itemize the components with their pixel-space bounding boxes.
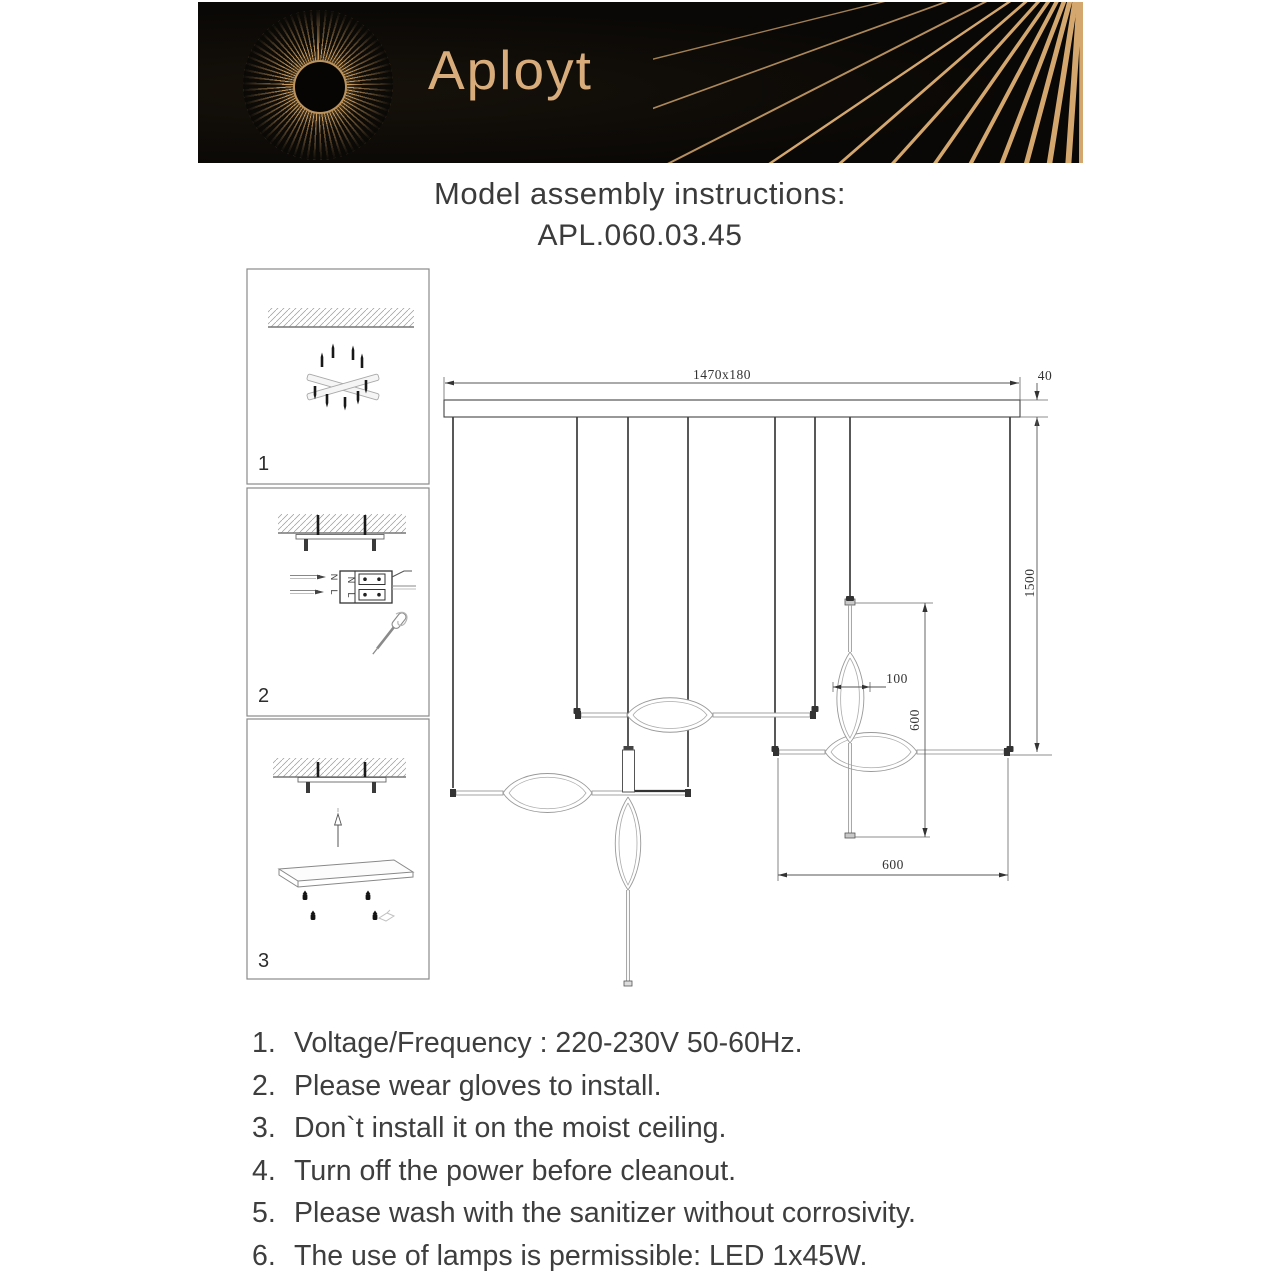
- sunburst-logo-icon: [243, 10, 393, 160]
- terminal-n-label: N: [346, 576, 356, 584]
- instruction-row: [252, 1107, 1052, 1150]
- terminal-block: [340, 571, 416, 603]
- suspension-wires: [453, 417, 1010, 788]
- instruction-number: 4.: [252, 1154, 276, 1187]
- instruction-row: [252, 1192, 1052, 1235]
- title-block: [0, 176, 1280, 253]
- dim-rod-length: [855, 603, 933, 837]
- brand-banner: [198, 2, 1083, 163]
- dim-canopy-label: 1470x180: [693, 367, 751, 382]
- dim-suspension: [1010, 417, 1052, 755]
- sunburst-core: [293, 60, 347, 114]
- instruction-number: 3.: [252, 1112, 276, 1144]
- ceiling-hatch: [268, 308, 414, 327]
- step3-panel: [247, 719, 429, 979]
- canopy-plate: [279, 860, 413, 887]
- instruction-text: The use of lamps is permissible: LED 1x45W.: [294, 1239, 868, 1272]
- dim-600v-label: 600: [907, 709, 922, 731]
- instruction-row: [252, 1065, 1052, 1108]
- wire-n-label: N: [329, 573, 339, 581]
- supply-wires: [290, 574, 339, 595]
- dim-1500-label: 1500: [1022, 568, 1037, 598]
- mounting-screws: [314, 344, 368, 411]
- wire-end-caps: [574, 596, 1014, 752]
- model-number: APL.060.03.45: [537, 219, 743, 252]
- cross-bracket: [307, 374, 380, 401]
- page-title: Model assembly instructions:: [434, 176, 846, 211]
- right-vertical-lamp: [837, 599, 864, 838]
- instruction-number: 2.: [252, 1069, 276, 1102]
- instruction-row: [252, 1022, 1052, 1065]
- step2-panel: [247, 488, 429, 716]
- instruction-text: Turn off the power before cleanout.: [294, 1154, 737, 1187]
- dim-40-label: 40: [1037, 368, 1053, 383]
- instruction-text: Voltage/Frequency : 220-230V 50-60Hz.: [294, 1027, 803, 1059]
- instruction-number: 1.: [252, 1027, 276, 1059]
- step2-number: 2: [258, 685, 270, 707]
- bottom-vertical-lamp: [615, 797, 641, 986]
- dim-100-label: 100: [886, 671, 908, 686]
- screw-caps: [303, 891, 378, 921]
- instruction-text: Please wear gloves to install.: [294, 1069, 662, 1102]
- upper-lamp-bar: [575, 698, 816, 733]
- ceiling-hatch: [273, 758, 406, 777]
- ceiling-hatch: [278, 514, 406, 533]
- instruction-text: Please wash with the sanitizer without corrosivity.: [294, 1197, 916, 1229]
- dim-bar-length: [778, 758, 1008, 881]
- step1-number: 1: [258, 453, 270, 475]
- instruction-text: Don`t install it on the moist ceiling.: [294, 1112, 727, 1144]
- instruction-number: 5.: [252, 1197, 276, 1229]
- hook-icon: [379, 910, 394, 921]
- driver-box: [623, 746, 635, 792]
- wire-l-label: L: [329, 589, 339, 595]
- dim-canopy-thickness: [1020, 368, 1052, 426]
- dim-600h-label: 600: [882, 857, 904, 872]
- instruction-row: [252, 1235, 1052, 1278]
- step1-panel: [247, 269, 429, 484]
- left-lamp-bar: [450, 774, 691, 813]
- step3-number: 3: [258, 950, 270, 972]
- technical-drawing: [440, 350, 1100, 1000]
- instruction-list: [252, 1022, 1052, 1277]
- screwdriver-icon: [370, 611, 408, 656]
- instruction-number: 6.: [252, 1239, 276, 1272]
- terminal-l-label: L: [346, 592, 356, 598]
- brand-name: Aployt: [428, 39, 593, 101]
- right-lamp-bar: [773, 733, 1010, 772]
- lift-arrow-icon: [335, 808, 342, 847]
- corner-rays-icon: [653, 2, 1083, 163]
- dim-canopy: [444, 367, 1020, 400]
- instruction-row: [252, 1150, 1052, 1193]
- ceiling-canopy: [444, 400, 1020, 417]
- assembly-steps-column: [246, 268, 430, 980]
